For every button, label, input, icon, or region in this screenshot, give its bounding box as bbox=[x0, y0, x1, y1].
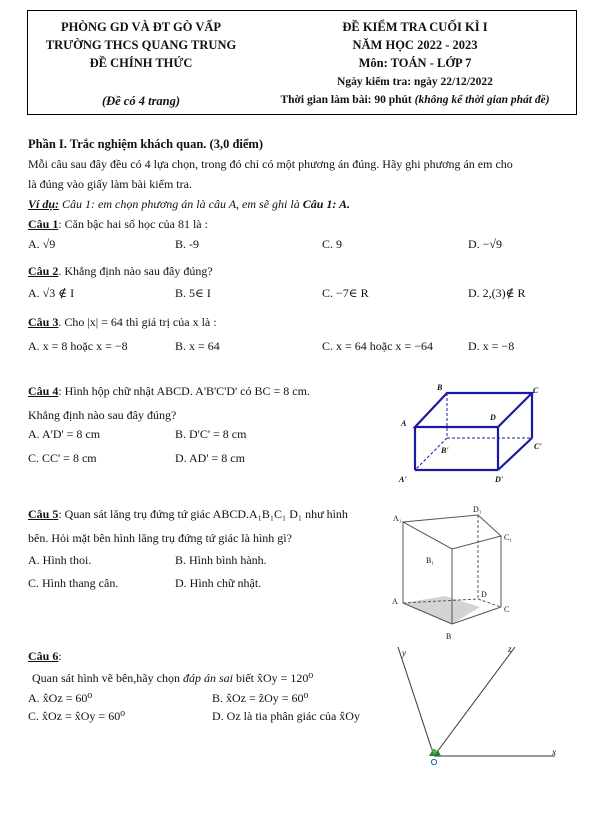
fig5-label-d1: D₁ bbox=[473, 505, 482, 514]
fig4-label-d: D bbox=[490, 413, 496, 422]
q5-option-c: C. Hình thang cân. bbox=[28, 576, 119, 590]
example-answer: Câu 1: A. bbox=[302, 197, 350, 211]
duration-label: Thời gian làm bài: 90 phút bbox=[280, 94, 412, 106]
exam-title: ĐỀ KIỂM TRA CUỐI KÌ I bbox=[342, 20, 488, 34]
fig5-label-c: C bbox=[504, 605, 510, 614]
q1-option-a: A. √9 bbox=[28, 237, 56, 251]
q6-option-d: D. Oz là tia phân giác của x̂Oy bbox=[212, 709, 360, 723]
question-6-text-italic: đáp án sai bbox=[182, 671, 233, 685]
question-3 bbox=[28, 315, 217, 330]
q4-option-b: B. D'C' = 8 cm bbox=[175, 427, 247, 441]
exam-date: Ngày kiểm tra: ngày 22/12/2022 bbox=[337, 76, 493, 88]
question-3-text: . Cho |x| = 64 thì giá trị của x là : bbox=[58, 315, 217, 329]
department-name: PHÒNG GD VÀ ĐT GÒ VẤP bbox=[60, 20, 222, 34]
part1-instruction-1: Mỗi câu sau đây đều có 4 lựa chọn, trong đó chỉ có một phương án đúng. Hãy ghi phương án em cho bbox=[28, 157, 513, 171]
q3-option-a: A. x = 8 hoặc x = −8 bbox=[28, 339, 128, 353]
question-6-text-end: biết x̂Oy = 120⁰ bbox=[235, 671, 314, 685]
q2-option-a: A. √3 ∉ I bbox=[28, 286, 75, 300]
question-4-label: Câu 4 bbox=[28, 384, 59, 398]
q4-option-a: A. A'D' = 8 cm bbox=[28, 427, 101, 441]
fig5-label-a: A bbox=[392, 597, 398, 606]
q1-option-b: B. -9 bbox=[175, 237, 199, 251]
page-count: (Đề có 4 trang) bbox=[101, 94, 181, 108]
q5-option-a: A. Hình thoi. bbox=[28, 553, 92, 567]
ray-oy bbox=[398, 647, 434, 756]
school-name: TRƯỜNG THCS QUANG TRUNG bbox=[45, 38, 237, 52]
part1-example bbox=[28, 197, 350, 212]
fig5-label-d: D bbox=[481, 590, 487, 599]
school-year: NĂM HỌC 2022 - 2023 bbox=[352, 38, 478, 52]
q2-option-c: C. −7∈ R bbox=[322, 286, 369, 300]
q4-option-c: C. CC' = 8 cm bbox=[28, 451, 97, 465]
question-2-text: . Khẳng định nào sau đây đúng? bbox=[58, 264, 213, 278]
example-label: Ví dụ: bbox=[28, 197, 60, 211]
origin-marker bbox=[431, 759, 436, 764]
prism-figure bbox=[390, 503, 530, 645]
part1-title: Phần I. Trắc nghiệm khách quan. (3,0 điểm) bbox=[28, 137, 263, 151]
question-6-colon: : bbox=[58, 649, 62, 663]
question-1-text: : Căn bậc hai số học của 81 là : bbox=[58, 217, 208, 231]
header-box bbox=[27, 10, 577, 115]
fig5-label-a1: A₁ bbox=[393, 514, 402, 523]
question-4-text-2: Khẳng định nào sau đây đúng? bbox=[28, 408, 177, 422]
ray-oz bbox=[434, 647, 515, 756]
q6-option-c: C. x̂Oz = x̂Oy = 60⁰ bbox=[28, 709, 126, 723]
question-3-label: Câu 3 bbox=[28, 315, 59, 329]
question-5-text-2: bên. Hỏi mặt bên hình lăng trụ đứng tứ giác là hình gì? bbox=[28, 531, 292, 545]
question-6-label: Câu 6 bbox=[28, 649, 59, 663]
fig4-label-c-prime: C' bbox=[534, 442, 542, 451]
fig4-label-a-prime: A' bbox=[399, 475, 407, 484]
q6-option-b: B. x̂Oz = ẑOy = 60⁰ bbox=[212, 691, 309, 705]
q5-option-d: D. Hình chữ nhật. bbox=[175, 576, 262, 590]
question-5-text: : Quan sát lăng trụ đứng tứ giác ABCD.A₁B₁C₁ D₁ như hình bbox=[58, 507, 348, 521]
question-4-text: : Hình hộp chữ nhật ABCD. A'B'C'D' có BC = 8 cm. bbox=[58, 384, 310, 398]
fig5-label-c1: C₁ bbox=[504, 533, 513, 542]
fig6-label-x: x bbox=[552, 747, 556, 757]
subject: Môn: TOÁN - LỚP 7 bbox=[358, 56, 472, 70]
question-1 bbox=[28, 217, 208, 232]
q5-option-b: B. Hình bình hành. bbox=[175, 553, 267, 567]
q6-option-a: A. x̂Oz = 60⁰ bbox=[28, 691, 93, 705]
question-6-text-start: Quan sát hình vẽ bên,hãy chọn bbox=[32, 671, 180, 685]
q2-option-d: D. 2,(3)∉ R bbox=[468, 286, 526, 300]
question-6-text bbox=[32, 671, 313, 686]
fig6-label-y: y bbox=[402, 648, 406, 658]
fig4-label-b-prime: B' bbox=[441, 446, 449, 455]
duration-note: (không kể thời gian phát đề) bbox=[414, 94, 550, 106]
fig5-label-b: B bbox=[446, 632, 452, 641]
question-5 bbox=[28, 507, 348, 522]
cuboid-edge-dc bbox=[498, 438, 532, 470]
part1-instruction-2: là đúng vào giấy làm bài kiểm tra. bbox=[28, 177, 192, 191]
exam-duration bbox=[254, 94, 576, 106]
fig6-label-z: z bbox=[508, 644, 512, 654]
q3-option-b: B. x = 64 bbox=[175, 339, 220, 353]
question-4 bbox=[28, 384, 310, 399]
q2-option-b: B. 5∈ I bbox=[175, 286, 211, 300]
question-5-label: Câu 5 bbox=[28, 507, 59, 521]
cuboid-top-face bbox=[415, 393, 532, 427]
q3-option-c: C. x = 64 hoặc x = −64 bbox=[322, 339, 433, 353]
question-2 bbox=[28, 264, 213, 279]
angle-figure bbox=[395, 640, 570, 770]
question-6 bbox=[28, 649, 62, 664]
prism-top-face bbox=[403, 515, 501, 549]
q1-option-c: C. 9 bbox=[322, 237, 343, 251]
official-label: ĐỀ CHÍNH THỨC bbox=[89, 56, 193, 70]
fig5-label-b1: B₁ bbox=[426, 556, 435, 565]
fig4-label-d-prime: D' bbox=[495, 475, 503, 484]
example-text: Câu 1: em chọn phương án là câu A, em sẽ ghi là bbox=[62, 197, 300, 211]
question-1-label: Câu 1 bbox=[28, 217, 59, 231]
fig4-label-c: C bbox=[533, 386, 539, 395]
prism-hidden-edge-dc bbox=[478, 599, 501, 607]
fig4-label-b: B bbox=[437, 383, 443, 392]
q4-option-d: D. AD' = 8 cm bbox=[175, 451, 245, 465]
q1-option-d: D. −√9 bbox=[468, 237, 503, 251]
q3-option-d: D. x = −8 bbox=[468, 339, 515, 353]
fig4-label-a: A bbox=[401, 419, 407, 428]
cuboid-figure bbox=[395, 380, 555, 488]
question-2-label: Câu 2 bbox=[28, 264, 59, 278]
